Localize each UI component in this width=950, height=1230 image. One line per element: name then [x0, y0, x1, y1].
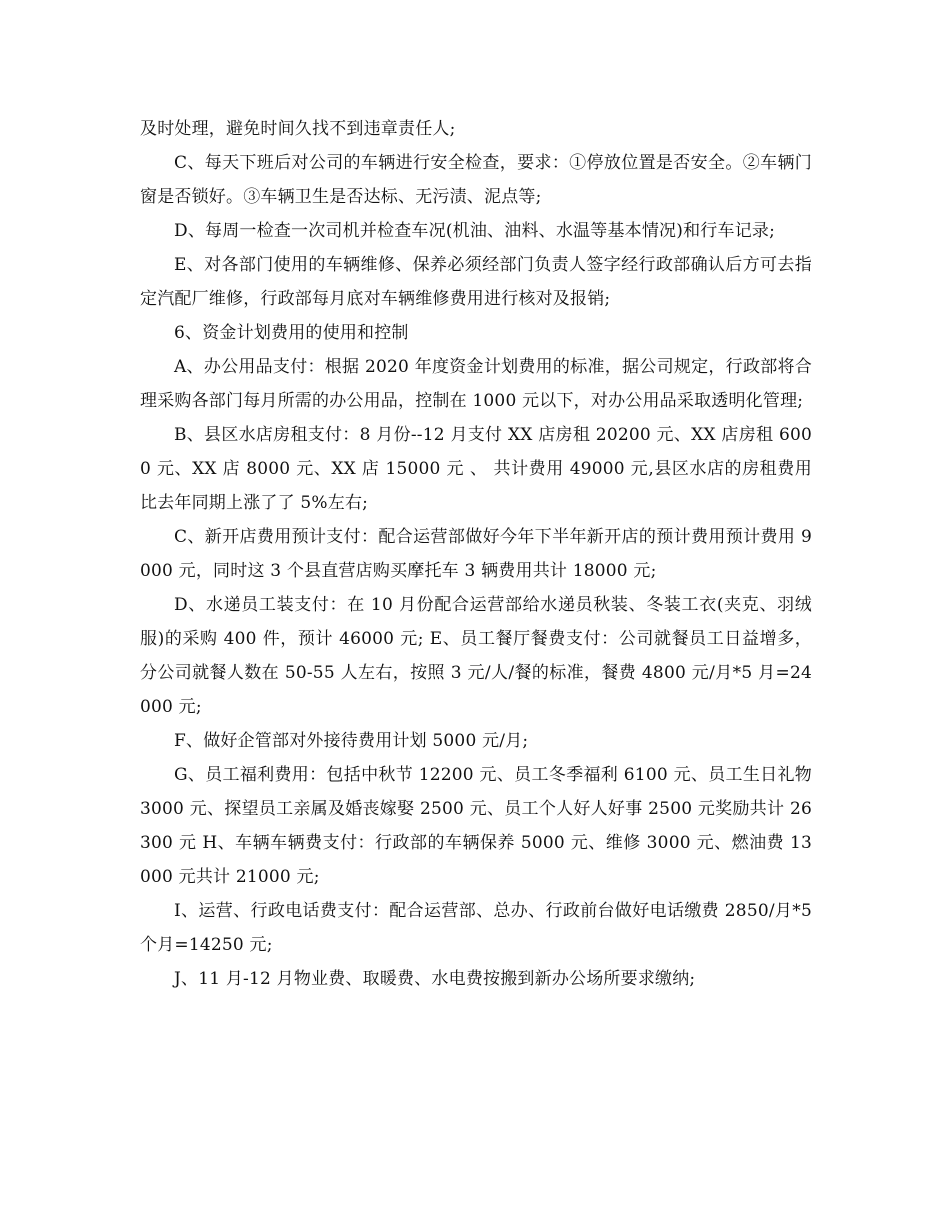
paragraph-weekly-driver-check: D、每周一检查一次司机并检查车况(机油、油料、水温等基本情况)和行车记录;: [174, 221, 776, 241]
paragraph-continuation: 及时处理，避免时间久找不到违章责任人;: [140, 119, 456, 139]
paragraph-vehicle-maintenance: E、对各部门使用的车辆维修、保养必须经部门负责人签字经行政部确认后方可去指定汽配厂维修，行政部每月底对车辆维修费用进行核对及报销;: [140, 255, 812, 309]
paragraph-office-supplies: A、办公用品支付：根据 2020 年度资金计划费用的标准，据公司规定，行政部将合理采购各部门每月所需的办公用品，控制在 1000 元以下，对办公用品采取透明化管理;: [140, 357, 812, 411]
paragraph-welfare-and-vehicle-costs: G、员工福利费用：包括中秋节 12200 元、员工冬季福利 6100 元、员工生日礼物 3000 元、探望员工亲属及婚丧嫁娶 2500 元、员工个人好人好事 2500 元奖励共计 26300 元 H、车辆车辆费支付：行政部的车辆保养 5000 元、维修 3000 元、燃油费 13000 元共计 21000 元;: [140, 765, 812, 887]
paragraph-store-rent: B、县区水店房租支付：8 月份--12 月支付 XX 店房租 20200 元、XX 店房租 6000 元、XX 店 8000 元、XX 店 15000 元 、 共计费用 49000 元,县区水店的房租费用比去年同期上涨了了 5%左右;: [140, 425, 812, 513]
paragraph-new-store-costs: C、新开店费用预计支付：配合运营部做好今年下半年新开店的预计费用预计费用 9000 元，同时这 3 个县直营店购买摩托车 3 辆费用共计 18000 元;: [140, 527, 812, 581]
paragraph-reception-budget: F、做好企管部对外接待费用计划 5000 元/月;: [174, 731, 529, 751]
paragraph-uniforms-and-canteen: D、水递员工装支付：在 10 月份配合运营部给水递员秋装、冬装工衣(夹克、羽绒服)的采购 400 件，预计 46000 元; E、员工餐厅餐费支付：公司就餐员工日益增多，分公司就餐人数在 50-55 人左右，按照 3 元/人/餐的标准，餐费 4800 元/月*5 月=24000 元;: [140, 595, 812, 717]
section-heading-fund-plan: 6、资金计划费用的使用和控制: [174, 323, 409, 343]
document-body: [140, 112, 812, 996]
paragraph-property-fees: J、11 月-12 月物业费、取暖费、水电费按搬到新办公场所要求缴纳;: [174, 969, 696, 989]
paragraph-phone-bills: I、运营、行政电话费支付：配合运营部、总办、行政前台做好电话缴费 2850/月*5 个月=14250 元;: [140, 901, 812, 955]
paragraph-vehicle-inspection: C、每天下班后对公司的车辆进行安全检查，要求：①停放位置是否安全。②车辆门窗是否锁好。③车辆卫生是否达标、无污渍、泥点等;: [140, 153, 812, 207]
